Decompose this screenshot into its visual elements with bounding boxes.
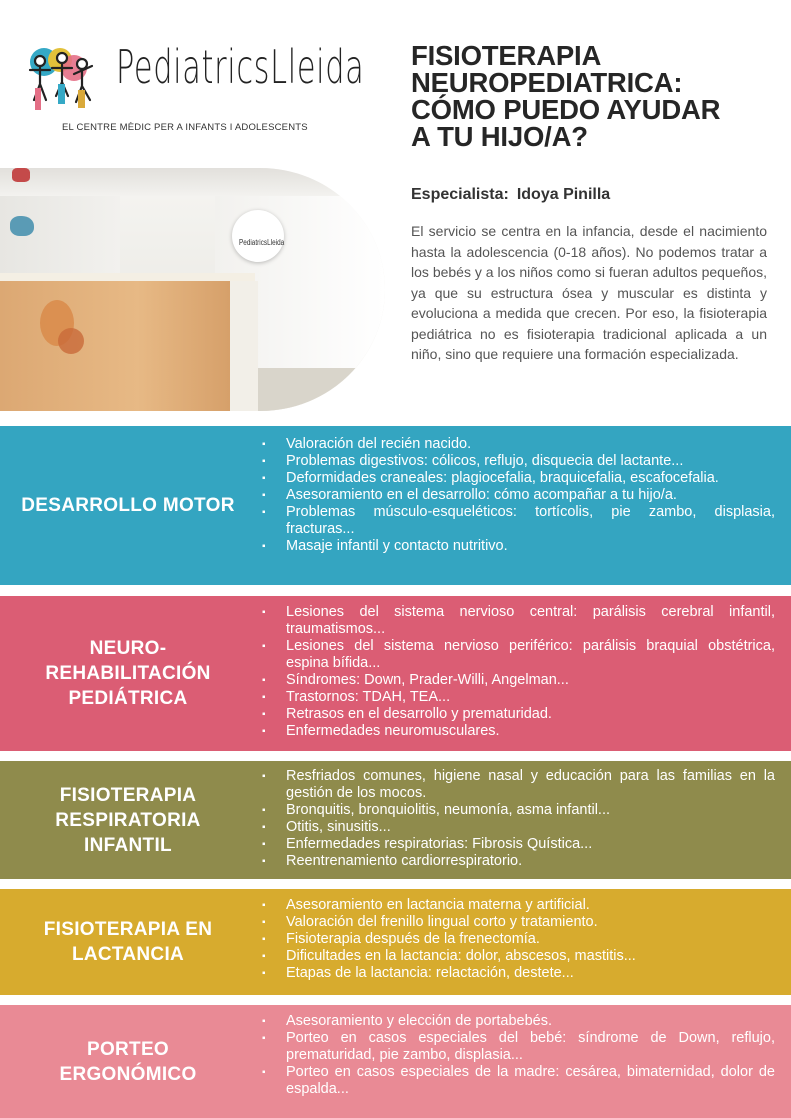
kids-logo-icon (22, 44, 107, 116)
list-item: ▪ Enfermedades neuromusculares. (262, 723, 775, 740)
list-item: ▪ Etapas de la lactancia: relactación, destete... (262, 965, 775, 982)
clinic-reception-photo (0, 168, 385, 411)
wall-logo-sign (232, 210, 284, 262)
section-fisioterapia-lactancia (0, 889, 791, 995)
section-list (262, 897, 775, 982)
list-item: ▪ Resfriados comunes, higiene nasal y educación para las familias en la gestión de los mocos. (262, 768, 775, 802)
section-list (262, 604, 775, 740)
section-porteo-ergonomico (0, 1005, 791, 1118)
section-title: FISIOTERAPIA EN LACTANCIA (43, 919, 213, 965)
list-item: ▪ Bronquitis, bronquiolitis, neumonía, asma infantil... (262, 802, 775, 819)
section-title: NEURO-REHABILITACIÓN PEDIÁTRICA (45, 638, 211, 709)
section-list (262, 1013, 775, 1098)
brand-tagline: EL CENTRE MÈDIC PER A INFANTS I ADOLESCENTS (62, 122, 308, 133)
list-item: ▪ Problemas digestivos: cólicos, reflujo, disquecia del lactante... (262, 453, 775, 470)
specialist-line (411, 186, 618, 204)
section-neurorehabilitacion (0, 596, 791, 751)
list-item: ▪ Valoración del frenillo lingual corto y tratamiento. (262, 914, 775, 931)
section-title: DESARROLLO MOTOR (21, 495, 235, 516)
list-item: ▪ Porteo en casos especiales de la madre: cesárea, bimaternidad, dolor de espalda... (262, 1064, 775, 1098)
list-item: ▪ Deformidades craneales: plagiocefalia, braquicefalia, escafocefalia. (262, 470, 775, 487)
list-item: ▪ Otitis, sinusitis... (262, 819, 775, 836)
wall-logo-text: PediatricsLleida (239, 238, 285, 247)
list-item: ▪ Porteo en casos especiales del bebé: síndrome de Down, reflujo, prematuridad, pie zambo, displasia... (262, 1030, 775, 1064)
list-item: ▪ Retrasos en el desarrollo y prematuridad. (262, 706, 775, 723)
list-item: ▪ Masaje infantil y contacto nutritivo. (262, 538, 775, 555)
list-item: ▪ Asesoramiento en lactancia materna y artificial. (262, 897, 775, 914)
list-item: ▪ Trastornos: TDAH, TEA... (262, 689, 775, 706)
section-fisioterapia-respiratoria (0, 761, 791, 879)
section-list (262, 436, 775, 555)
brand-logo (22, 40, 365, 135)
page-title: FISIOTERAPIA NEUROPEDIATRICA: CÓMO PUEDO AYUDAR A TU HIJO/A? (411, 40, 721, 152)
specialist-name: Idoya Pinilla (516, 186, 611, 203)
specialist-label: Especialista: (411, 186, 509, 203)
list-item: ▪ Fisioterapia después de la frenectomía. (262, 931, 775, 948)
list-item: ▪ Problemas músculo-esqueléticos: tortícolis, pie zambo, displasia, fracturas... (262, 504, 775, 538)
brand-name: PediatricsLleida (116, 40, 365, 94)
section-list (262, 768, 775, 870)
list-item: ▪ Asesoramiento y elección de portabebés. (262, 1013, 775, 1030)
section-title: FISIOTERAPIA RESPIRATORIA INFANTIL (55, 784, 201, 856)
section-title: PORTEO ERGONÓMICO (59, 1038, 197, 1085)
list-item: ▪ Valoración del recién nacido. (262, 436, 775, 453)
list-item: ▪ Reentrenamiento cardiorrespiratorio. (262, 853, 775, 870)
list-item: ▪ Síndromes: Down, Prader-Willi, Angelman... (262, 672, 775, 689)
list-item: ▪ Lesiones del sistema nervioso central: parálisis cerebral infantil, traumatismos... (262, 604, 775, 638)
list-item: ▪ Lesiones del sistema nervioso periférico: parálisis braquial obstétrica, espina bífida... (262, 638, 775, 672)
intro-paragraph: El servicio se centra en la infancia, desde el nacimiento hasta la adolescencia (0-18 años). No podemos tratar a los bebés y a los niños como si fueran adultos pequeños, ya que su estructura ósea y muscular es distinta y evoluciona a medida que crecen. Por eso, la fisioterapia pediátrica no es fisioterapia tradicional aplicada a un niño, sino que requiere una formación especializada. (411, 223, 767, 362)
list-item: ▪ Enfermedades respiratorias: Fibrosis Quística... (262, 836, 775, 853)
list-item: ▪ Dificultades en la lactancia: dolor, abscesos, mastitis... (262, 948, 775, 965)
section-desarrollo-motor (0, 426, 791, 585)
list-item: ▪ Asesoramiento en el desarrollo: cómo acompañar a tu hijo/a. (262, 487, 775, 504)
